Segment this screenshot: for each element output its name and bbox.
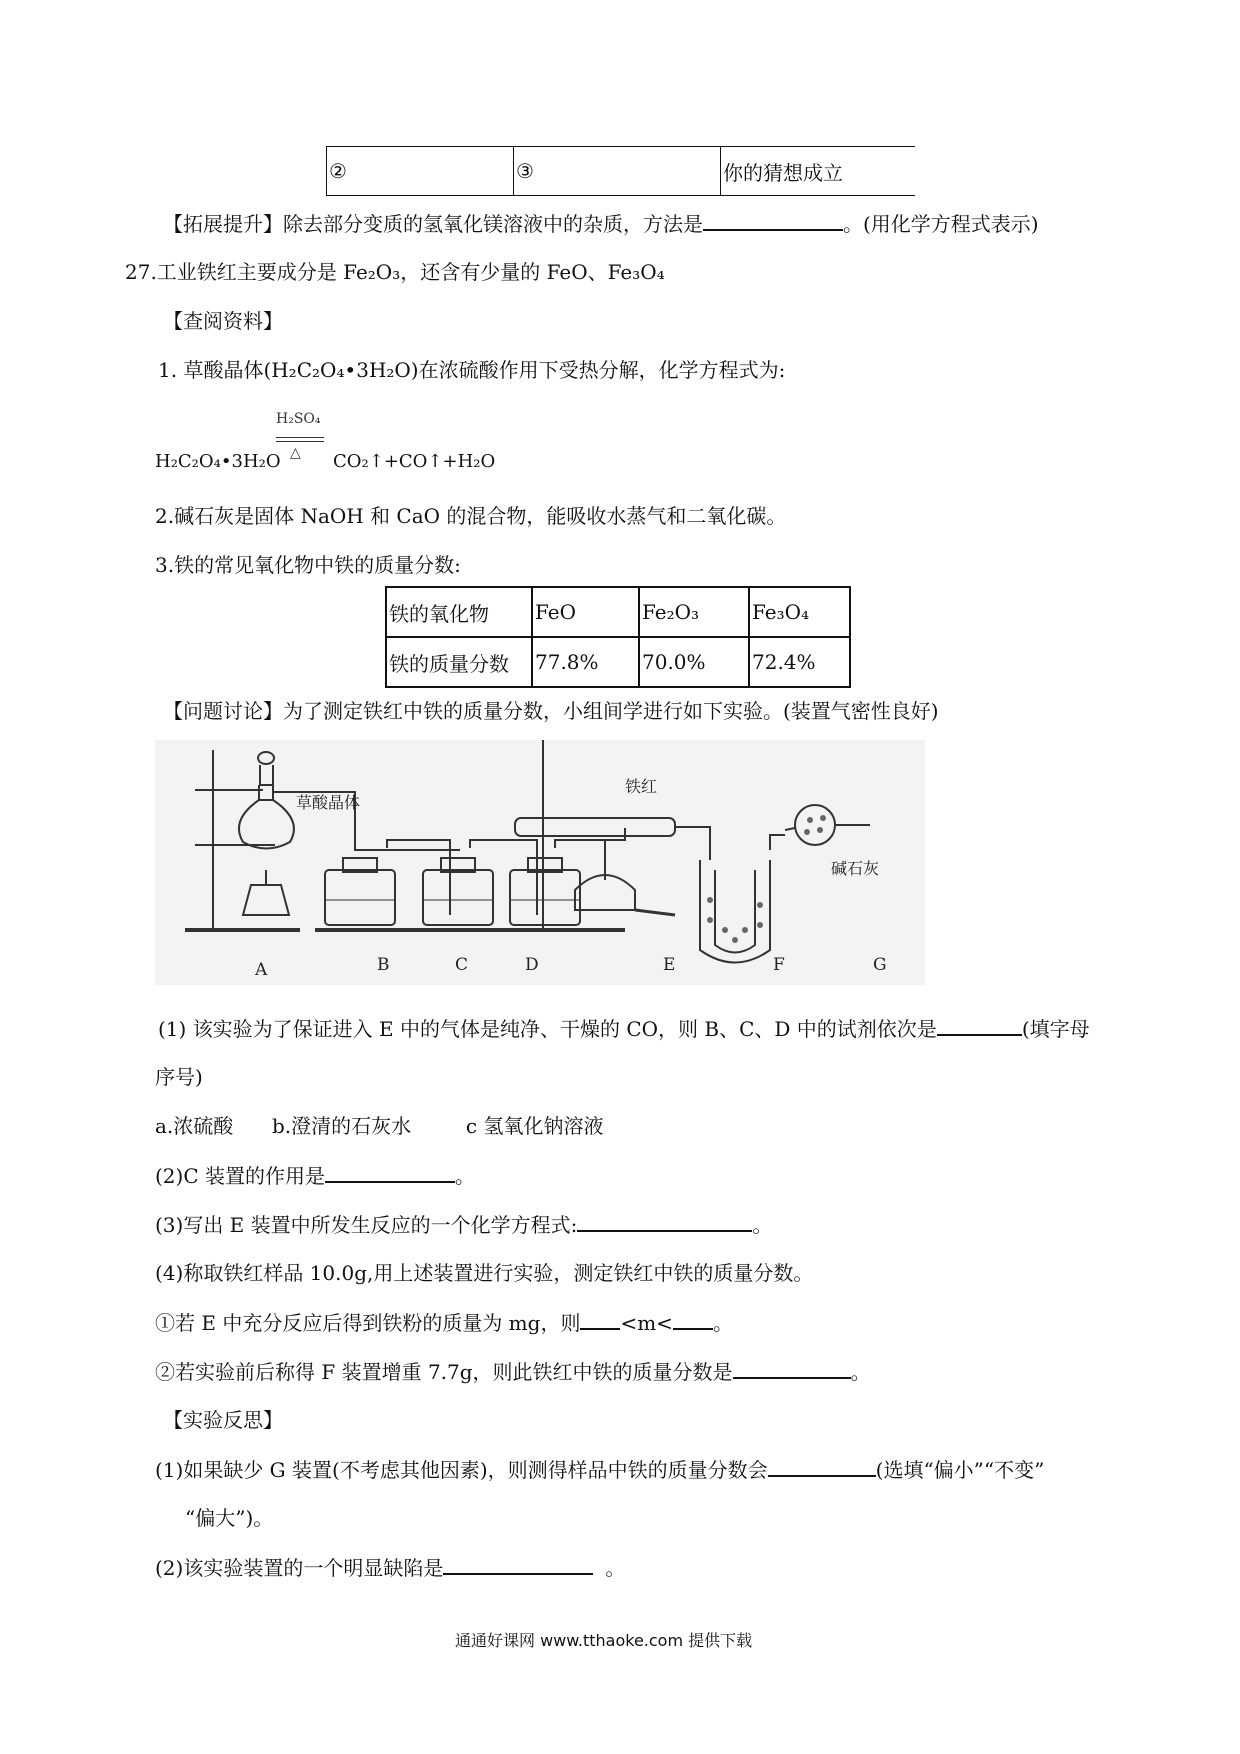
question-4-2	[155, 1357, 871, 1386]
label-oxalic-crystal: 草酸晶体	[296, 793, 361, 812]
ref-item-2: 2.碱石灰是固体 NaOH 和 CaO 的混合物，能吸收水蒸气和二氧化碳。	[155, 504, 787, 528]
answer-blank[interactable]	[768, 1455, 876, 1477]
question-2-suffix: 。	[455, 1164, 475, 1188]
table-row	[386, 587, 850, 637]
table-cell: 72.4%	[749, 637, 850, 687]
question-1-cont: 序号)	[155, 1065, 203, 1089]
answer-blank[interactable]	[580, 1308, 620, 1330]
table-row	[386, 637, 850, 687]
equation-arrow-line	[276, 441, 324, 442]
apparatus-letter-e: E	[663, 955, 676, 975]
option-a: a.浓硫酸	[155, 1114, 234, 1138]
equation-catalyst: H₂SO₄	[276, 411, 321, 427]
answer-blank[interactable]	[673, 1308, 713, 1330]
table-cell: ②	[327, 147, 514, 196]
option-c: c 氢氧化钠溶液	[465, 1114, 604, 1138]
reflect-heading: 【实验反思】	[163, 1408, 283, 1432]
answer-blank[interactable]	[577, 1210, 752, 1232]
question-4-1-mid: <m<	[620, 1311, 673, 1335]
label-soda-lime: 碱石灰	[831, 859, 880, 878]
question-2	[155, 1161, 475, 1190]
options-row	[155, 1112, 603, 1140]
question-1-text: (1) 该实验为了保证进入 E 中的气体是纯净、干燥的 CO，则 B、C、D 中的试剂依次是	[158, 1017, 937, 1041]
question-27-title: 27.工业铁红主要成分是 Fe₂O₃，还含有少量的 FeO、Fe₃O₄	[125, 260, 665, 284]
equation-arrow-line	[276, 437, 324, 438]
question-2-text: (2)C 装置的作用是	[155, 1164, 325, 1188]
question-4-2-suffix: 。	[850, 1360, 871, 1384]
iron-oxide-table	[385, 586, 851, 688]
table-cell: ③	[514, 147, 721, 196]
figure-background	[155, 740, 925, 985]
ref-item-3: 3.铁的常见氧化物中铁的质量分数:	[155, 553, 461, 577]
label-iron-red: 铁红	[625, 777, 658, 796]
answer-blank[interactable]	[703, 209, 843, 231]
apparatus-figure	[155, 740, 925, 985]
table-cell: 77.8%	[532, 637, 639, 687]
apparatus-letter-c: C	[455, 955, 469, 975]
table-header: 铁的氧化物	[386, 587, 532, 637]
ref-item-1: 1. 草酸晶体(H₂C₂O₄•3H₂O)在浓硫酸作用下受热分解，化学方程式为:	[158, 358, 786, 382]
extend-suffix: 。(用化学方程式表示)	[843, 212, 1039, 236]
table-cell: 铁的质量分数	[386, 637, 532, 687]
question-3	[155, 1210, 772, 1239]
apparatus-letter-f: F	[773, 955, 785, 975]
reflect-1-text: (1)如果缺少 G 装置(不考虑其他因素)，则测得样品中铁的质量分数会	[155, 1458, 768, 1482]
question-3-text: (3)写出 E 装置中所发生反应的一个化学方程式:	[155, 1213, 578, 1237]
equation-left: H₂C₂O₄•3H₂O	[155, 451, 281, 472]
question-3-suffix: 。	[752, 1213, 773, 1237]
answer-blank[interactable]	[937, 1014, 1022, 1036]
question-4-1-text: ①若 E 中充分反应后得到铁粉的质量为 mg，则	[155, 1311, 581, 1335]
equation-right: CO₂↑+CO↑+H₂O	[333, 451, 496, 472]
reflect-2-text: (2)该实验装置的一个明显缺陷是	[155, 1556, 444, 1580]
apparatus-letter-a: A	[255, 960, 268, 980]
equation-heat-symbol: △	[290, 445, 301, 461]
question-1	[158, 1014, 1090, 1043]
table-cell: 你的猜想成立	[721, 147, 916, 196]
answer-blank[interactable]	[733, 1357, 851, 1379]
table-header: Fe₂O₃	[639, 587, 749, 637]
table-cell: 70.0%	[639, 637, 749, 687]
question-4-1-suffix: 。	[712, 1311, 733, 1335]
answer-blank[interactable]	[443, 1553, 593, 1575]
result-table-fragment	[326, 146, 915, 196]
reflect-2	[155, 1553, 625, 1582]
question-1-suffix: (填字母	[1021, 1017, 1090, 1041]
apparatus-letter-b: B	[377, 955, 390, 975]
option-b: b.澄清的石灰水	[272, 1114, 412, 1138]
reflect-1	[155, 1455, 1044, 1484]
question-4-2-text: ②若实验前后称得 F 装置增重 7.7g，则此铁红中铁的质量分数是	[155, 1360, 733, 1384]
ref-heading: 【查阅资料】	[163, 309, 283, 333]
apparatus-letter-d: D	[525, 955, 539, 975]
extend-text: 【拓展提升】除去部分变质的氢氧化镁溶液中的杂质，方法是	[163, 212, 703, 236]
reflect-1-suffix: (选填“偏小”“不变”	[875, 1458, 1045, 1482]
discussion-paragraph: 【问题讨论】为了测定铁红中铁的质量分数，小组间学进行如下实验。(装置气密性良好)	[163, 699, 939, 723]
table-header: FeO	[532, 587, 639, 637]
question-4-1	[155, 1308, 733, 1337]
answer-blank[interactable]	[325, 1161, 455, 1183]
question-4: (4)称取铁红样品 10.0g,用上述装置进行实验，测定铁红中铁的质量分数。	[155, 1261, 814, 1285]
extend-paragraph	[163, 209, 1039, 238]
reflect-2-suffix: 。	[605, 1556, 626, 1580]
table-header: Fe₃O₄	[749, 587, 850, 637]
footer-credit: 通通好课网 www.tthaoke.com 提供下载	[455, 1631, 753, 1650]
apparatus-letter-g: G	[873, 955, 887, 975]
reflect-1-cont: “偏大”)。	[185, 1506, 274, 1530]
